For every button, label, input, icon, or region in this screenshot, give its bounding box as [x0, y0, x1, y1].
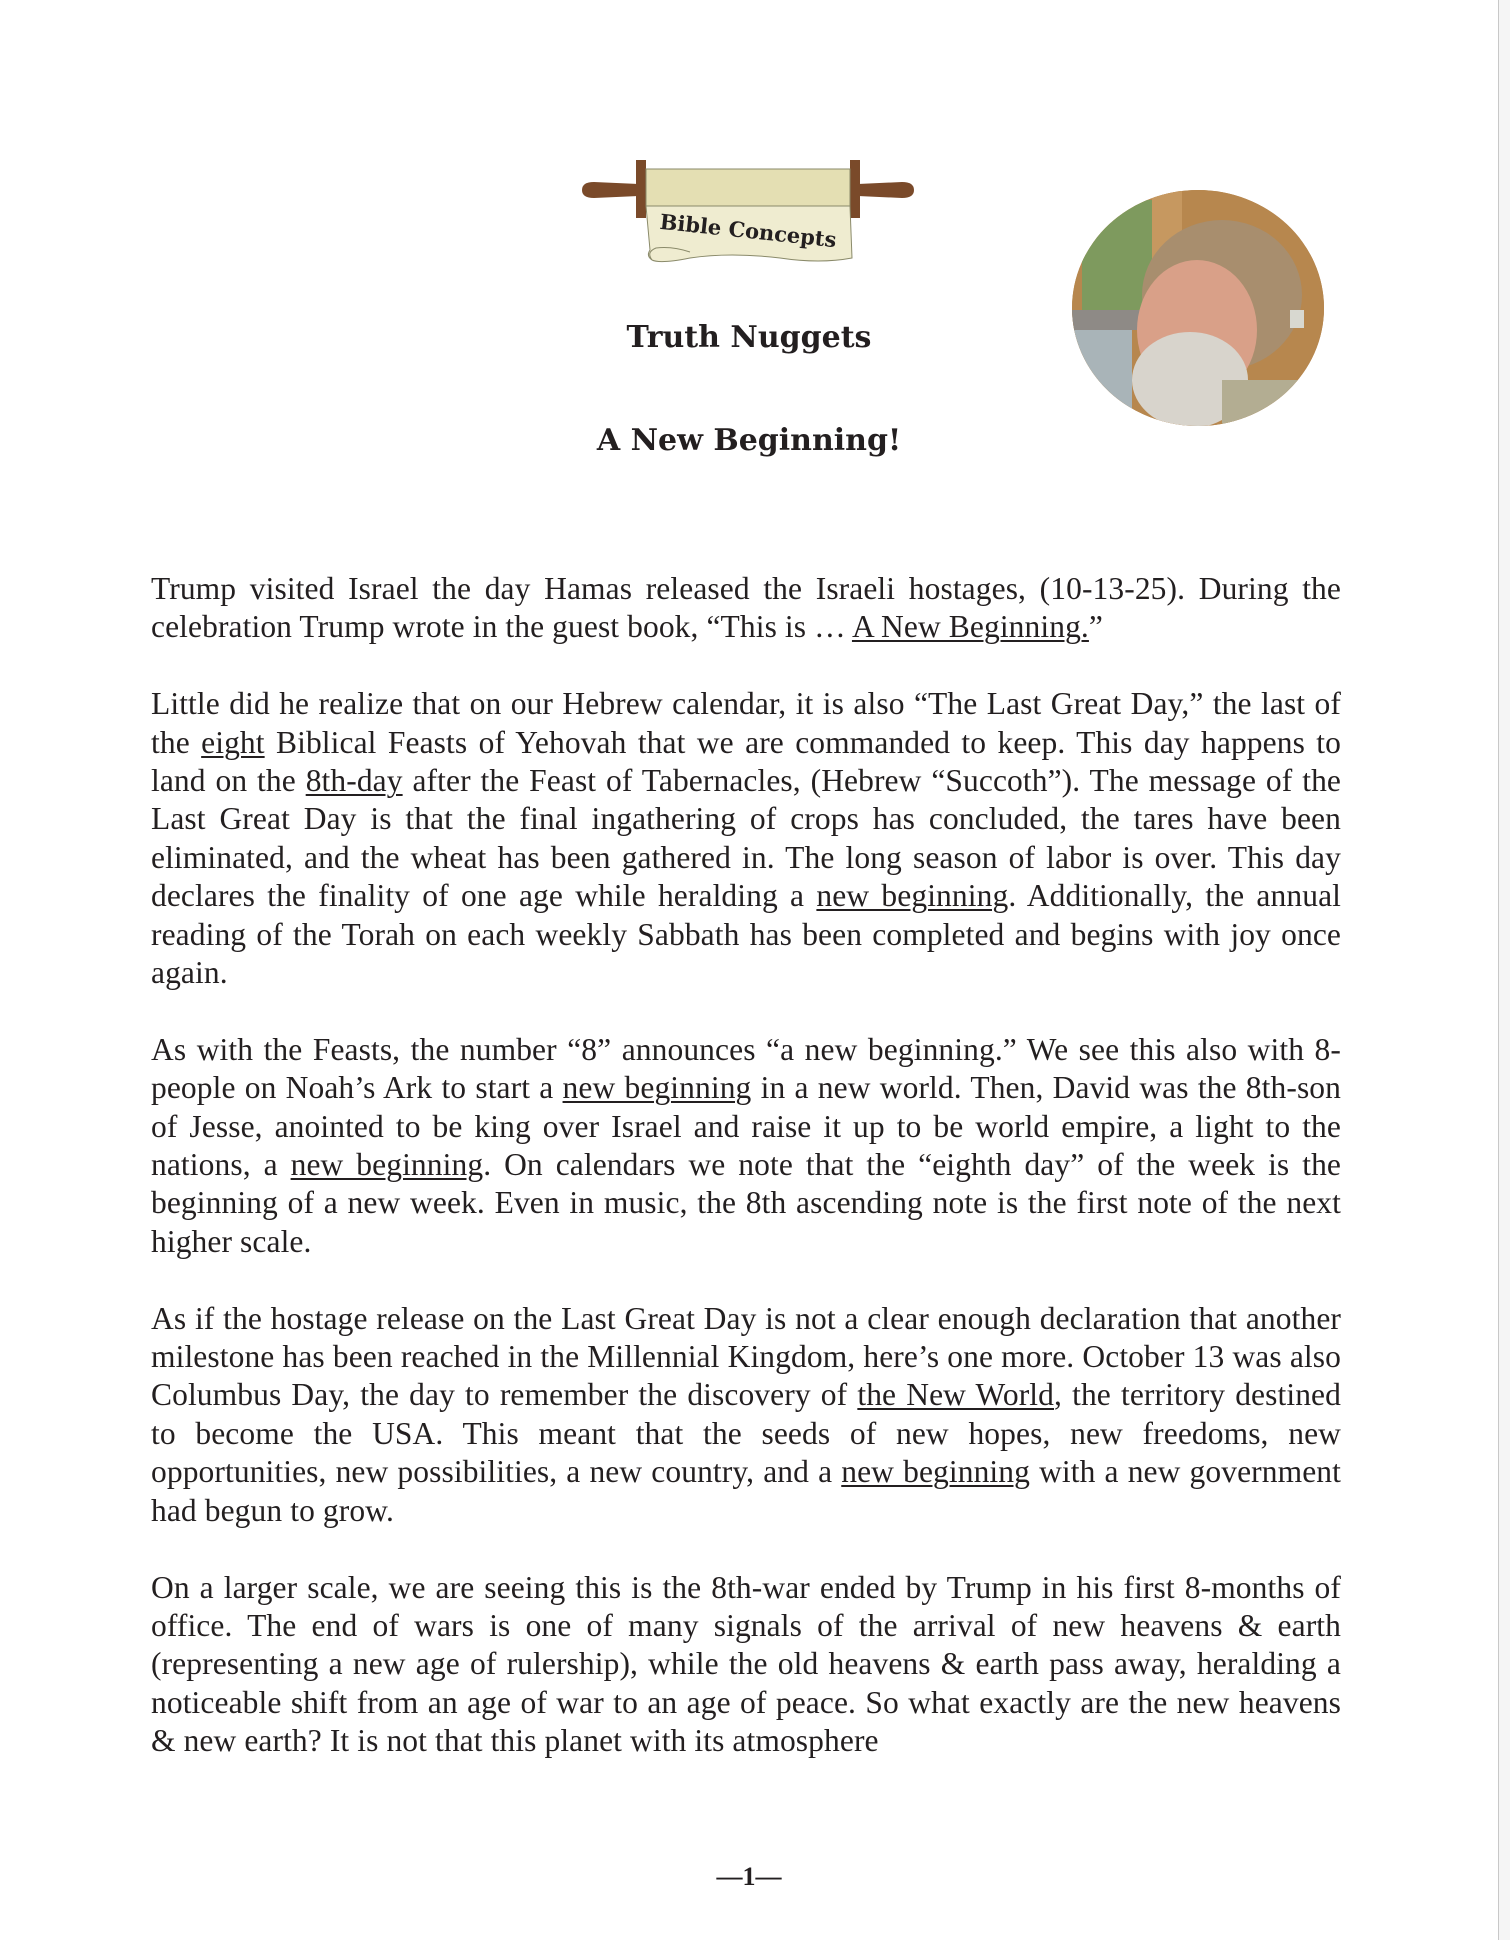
text-run: after the Feast of Tabernacles, (Hebrew “Succoth”). The message of the Last Great Day is that the final ingathering of crops has concluded, the tares have been eliminated, and the wheat has been gathered in. The long season of labor is over. This day declares the finality of one age while heralding a	[151, 763, 1341, 914]
underlined-phrase: new beginning	[841, 1454, 1030, 1490]
logo-text: Bible Concepts	[658, 208, 838, 253]
article-title: A New Beginning!	[596, 423, 902, 458]
underlined-phrase: new beginning	[562, 1070, 752, 1106]
underlined-phrase: the New World	[857, 1377, 1055, 1413]
author-portrait	[1072, 190, 1324, 426]
paragraph	[151, 685, 1341, 992]
series-title: Truth Nuggets	[626, 320, 872, 355]
text-run: On a larger scale, we are seeing this is the 8th-war ended by Trump in his first 8-months of office. The end of wars is one of many signals of the arrival of new heavens & earth (representing a new age of rulership), while the old heavens & earth pass away, heralding a noticeable shift from an age of war to an age of peace. So what exactly are the new heavens & new earth? It is not that this planet with its atmosphere	[151, 1569, 1341, 1759]
text-run: in a new world. Then, David was the 8th-son of Jesse, anointed to be king over Israel and raise it up to be world empire, a light to the nations, a	[151, 1070, 1341, 1183]
text-run: , the territory destined to become the USA. This meant that the seeds of new hopes, new freedoms, new opportunities, new possibilities, a new country, and a	[151, 1377, 1341, 1490]
paragraph	[151, 1300, 1341, 1530]
underlined-phrase: 8th-day	[305, 763, 403, 799]
text-run: ”	[1088, 609, 1104, 645]
text-run: . Additionally, the annual reading of the Torah on each weekly Sabbath has been completed and begins with joy once again.	[151, 878, 1341, 991]
paragraph	[151, 1031, 1341, 1261]
text-run: Little did he realize that on our Hebrew calendar, it is also “The Last Great Day,” the last of the	[151, 686, 1341, 760]
paragraph	[151, 570, 1341, 647]
portrait-image	[1072, 190, 1324, 426]
text-run: Biblical Feasts of Yehovah that we are commanded to keep. This day happens to land on the	[151, 724, 1341, 799]
text-run: . On calendars we note that the “eighth day” of the week is the beginning of a new week. Even in music, the 8th ascending note is the first note of the next higher scale.	[151, 1147, 1341, 1259]
underlined-phrase: new beginning	[290, 1147, 484, 1183]
article-body	[151, 570, 1341, 1799]
text-run: As with the Feasts, the number “8” announces “a new beginning.” We see this also with 8-people on Noah’s Ark to start a	[151, 1031, 1341, 1106]
scroll-icon	[580, 160, 916, 270]
scrollbar-gutter[interactable]	[1498, 0, 1510, 1940]
page-number: —1—	[716, 1862, 782, 1891]
text-run: Trump visited Israel the day Hamas released the Israeli hostages, (10-13-25). During the celebration Trump wrote in the guest book, “This is …	[151, 571, 1341, 645]
underlined-phrase: A New Beginning.	[851, 609, 1089, 645]
text-run: with a new government had begun to grow.	[151, 1454, 1342, 1528]
underlined-phrase: new beginning	[816, 878, 1009, 914]
bible-concepts-logo	[580, 160, 916, 270]
underlined-phrase: eight	[201, 724, 265, 760]
paragraph	[151, 1569, 1341, 1761]
text-run: As if the hostage release on the Last Great Day is not a clear enough declaration that another milestone has been reached in the Millennial Kingdom, here’s one more. October 13 was also Columbus Day, the day to remember the discovery of	[151, 1300, 1341, 1413]
